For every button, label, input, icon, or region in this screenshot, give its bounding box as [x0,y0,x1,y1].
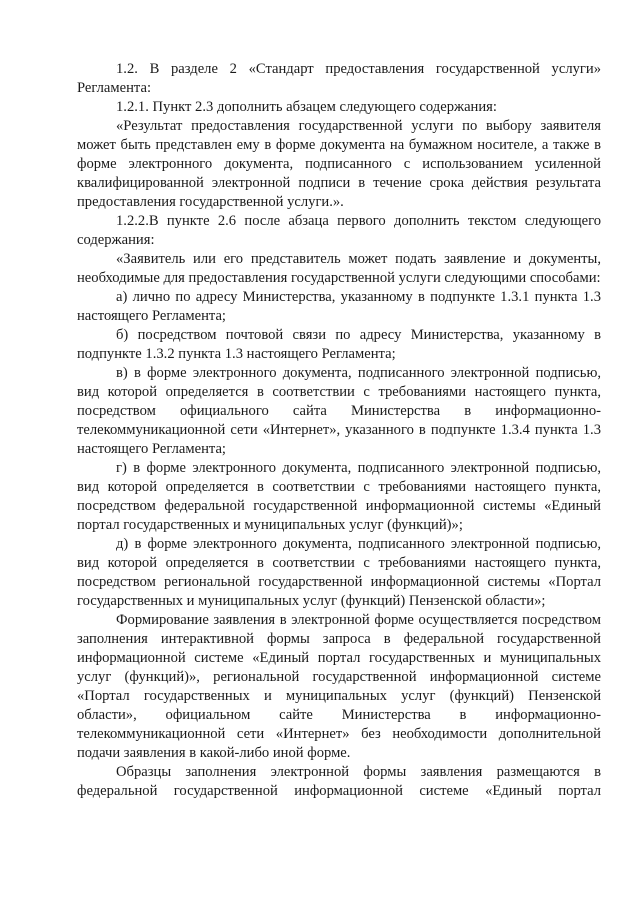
list-item-d: д) в форме электронного документа, подписанного электронной подписью, вид которой определяется в соответствии с требованиями настоящего пункта, посредством региональной государственной информационной системы «Портал государственных и муниципальных услуг (функций) Пензенской области»; [77,536,601,609]
paragraph-applicant: «Заявитель или его представитель может подать заявление и документы, необходимые для предоставления государственной услуги следующими способами: [77,251,601,286]
list-item-v: в) в форме электронного документа, подписанного электронной подписью, вид которой определяется в соответствии с требованиями настоящего пункта, посредством официального сайта Министерства в информационно-телекоммуникационной сети «Интернет», указанного в подпункте 1.3.4 пункта 1.3 настоящего Регламента; [77,365,601,457]
list-item-b: б) посредством почтовой связи по адресу Министерства, указанному в подпункте 1.3.2 пункта 1.3 настоящего Регламента; [77,327,601,362]
paragraph-1-2: 1.2. В разделе 2 «Стандарт предоставления государственной услуги» Регламента: [77,61,601,96]
paragraph-1-2-2: 1.2.2.В пункте 2.6 после абзаца первого дополнить текстом следующего содержания: [77,213,601,248]
paragraph-electronic-form: Формирование заявления в электронной форме осуществляется посредством заполнения интерактивной формы запроса в федеральной государственной информационной системе «Единый портал государственных и муниципальных услуг (функций)», региональной государственной информационной системе «Портал государственных и муниципальных услуг (функций) Пензенской области», официальном сайте Министерства в информационно-телекоммуникационной сети «Интернет» без необходимости дополнительной подачи заявления в какой-либо иной форме. [77,612,601,761]
list-item-a: а) лично по адресу Министерства, указанному в подпункте 1.3.1 пункта 1.3 настоящего Регламента; [77,289,601,324]
document-page [77,60,601,801]
paragraph-result: «Результат предоставления государственной услуги по выбору заявителя может быть представлен ему в форме документа на бумажном носителе, а также в форме электронного документа, подписанного с использованием усиленной квалифицированной электронной подписи в течение срока действия результата предоставления государственной услуги.». [77,118,601,210]
list-item-g: г) в форме электронного документа, подписанного электронной подписью, вид которой определяется в соответствии с требованиями настоящего пункта, посредством федеральной государственной информационной системы «Единый портал государственных и муниципальных услуг (функций)»; [77,460,601,533]
paragraph-samples: Образцы заполнения электронной формы заявления размещаются в федеральной государственной информационной системе «Единый портал [77,764,601,799]
paragraph-1-2-1: 1.2.1. Пункт 2.3 дополнить абзацем следующего содержания: [116,99,497,115]
